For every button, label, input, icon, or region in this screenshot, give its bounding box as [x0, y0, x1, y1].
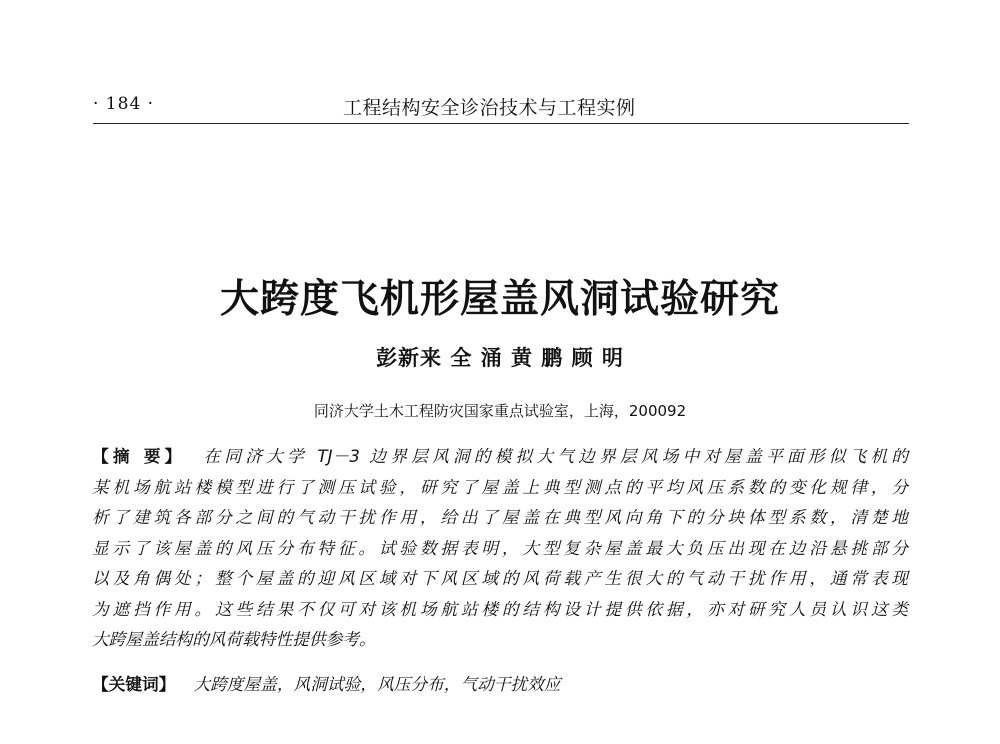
abstract-line — [92, 565, 908, 596]
abstract-line — [92, 474, 908, 505]
journal-title: 工程结构安全诊治技术与工程实例 — [343, 97, 636, 119]
affiliation: 同济大学土木工程防灾国家重点试验室，上海，200092 — [313, 402, 687, 420]
running-header — [93, 90, 909, 120]
abstract-line — [92, 504, 908, 535]
abstract-text-line-2: 某机场航站楼模型进行了测压试验，研究了屋盖上典型测点的平均风压系数的变化规律，分 — [92, 476, 908, 497]
keywords-text: 大跨度屋盖，风洞试验，风压分布，气动干扰效应 — [193, 674, 561, 694]
abstract-text-line-1: 在同济大学 TJ－3 边界层风洞的模拟大气边界层风场中对屋盖平面形似飞机的 — [203, 446, 909, 466]
paper-title: 大跨度飞机形屋盖风洞试验研究 — [219, 276, 780, 322]
page-number: · 184 · — [93, 94, 155, 114]
abstract-line — [92, 626, 908, 657]
abstract-text-line-5: 以及角偶处；整个屋盖的迎风区域对下风区域的风荷载产生很大的气动干扰作用，通常表现 — [92, 568, 908, 588]
authors: 彭新来 全 涌 黄 鹏 顾 明 — [376, 345, 624, 370]
header-rule — [93, 123, 909, 124]
abstract-text-line-7: 大跨屋盖结构的风荷载特性提供参考。 — [92, 629, 376, 649]
keywords-label: 【关键词】 — [92, 674, 176, 694]
abstract-text-line-4: 显示了该屋盖的风压分布特征。试验数据表明，大型复杂屋盖最大负压出现在边沿悬挑部分 — [92, 537, 908, 558]
abstract-line — [92, 596, 908, 627]
abstract — [92, 443, 908, 657]
abstract-label: 【摘 要】 — [92, 446, 186, 466]
abstract-line — [92, 535, 908, 566]
abstract-text-line-3: 析了建筑各部分之间的气动干扰作用，给出了屋盖在典型风向角下的分块体型系数，清楚地 — [92, 507, 908, 527]
abstract-text-line-6: 为遮挡作用。这些结果不仅可对该机场航站楼的结构设计提供依据，亦对研究人员认识这类 — [92, 598, 908, 619]
keywords — [92, 671, 561, 695]
abstract-line — [92, 443, 908, 474]
